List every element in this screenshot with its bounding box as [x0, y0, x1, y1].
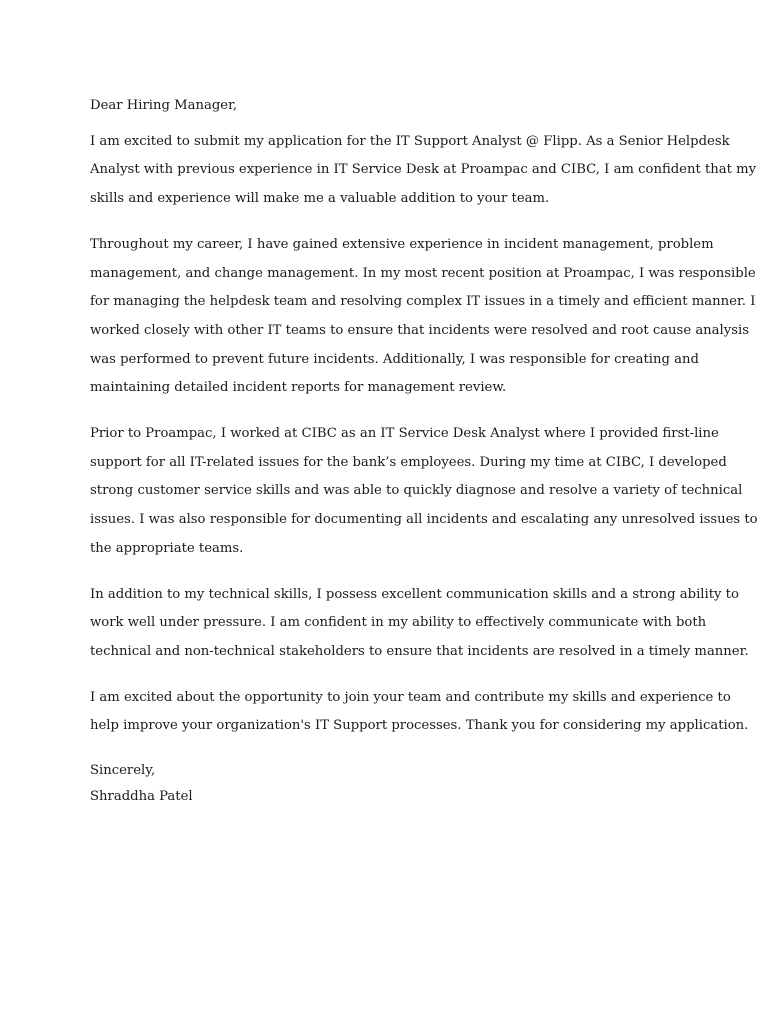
salutation: [90, 92, 690, 121]
paragraph-line: maintaining detailed incident reports for management review.: [90, 380, 507, 396]
paragraph-line: support for all IT-related issues for the bank’s employees. During my time at CIBC, I developed: [90, 454, 727, 470]
paragraph-line: I am excited to submit my application for the IT Support Analyst @ Flipp. As a Senior Helpdesk: [90, 133, 730, 149]
signature-name: Shraddha Patel: [90, 789, 193, 805]
paragraph-line: In addition to my technical skills, I possess excellent communication skills and a strong ability to: [90, 586, 739, 602]
paragraph-line: management, and change management. In my most recent position at Proampac, I was responsible: [90, 265, 756, 281]
paragraph-line: technical and non-technical stakeholders to ensure that incidents are resolved in a timely manner.: [90, 643, 749, 659]
paragraph-line: help improve your organization's IT Support processes. Thank you for considering my application.: [90, 718, 749, 734]
paragraph-line: Prior to Proampac, I worked at CIBC as an IT Service Desk Analyst where I provided first-line: [90, 426, 719, 442]
paragraph-prior-role: [90, 420, 758, 564]
letter-closing: [90, 758, 690, 810]
paragraph-line: worked closely with other IT teams to ensure that incidents were resolved and root cause analysis: [90, 322, 749, 338]
paragraph-line: Throughout my career, I have gained extensive experience in incident management, problem: [90, 236, 714, 252]
paragraph-line: I am excited about the opportunity to join your team and contribute my skills and experience to: [90, 689, 731, 705]
paragraph-line: skills and experience will make me a valuable addition to your team.: [90, 191, 550, 207]
paragraph-skills: [90, 581, 749, 667]
closing-phrase: Sincerely,: [90, 763, 156, 779]
salutation-text: Dear Hiring Manager,: [90, 98, 238, 113]
paragraph-line: for managing the helpdesk team and resolving complex IT issues in a timely and efficient manner. I: [90, 294, 756, 310]
paragraph-line: the appropriate teams.: [90, 540, 244, 556]
paragraph-closing-remarks: [90, 684, 749, 741]
paragraph-line: was performed to prevent future incidents. Additionally, I was responsible for creating and: [90, 351, 699, 367]
paragraph-line: issues. I was also responsible for documenting all incidents and escalating any unresolved issues to: [90, 512, 758, 528]
cover-letter: [90, 92, 758, 810]
paragraph-line: strong customer service skills and was able to quickly diagnose and resolve a variety of technical: [90, 483, 743, 499]
paragraph-line: Analyst with previous experience in IT Service Desk at Proampac and CIBC, I am confident that my: [90, 162, 757, 178]
paragraph-line: work well under pressure. I am confident in my ability to effectively communicate with both: [90, 615, 707, 631]
paragraph-career-experience: [90, 231, 756, 403]
paragraph-intro: [90, 128, 757, 214]
